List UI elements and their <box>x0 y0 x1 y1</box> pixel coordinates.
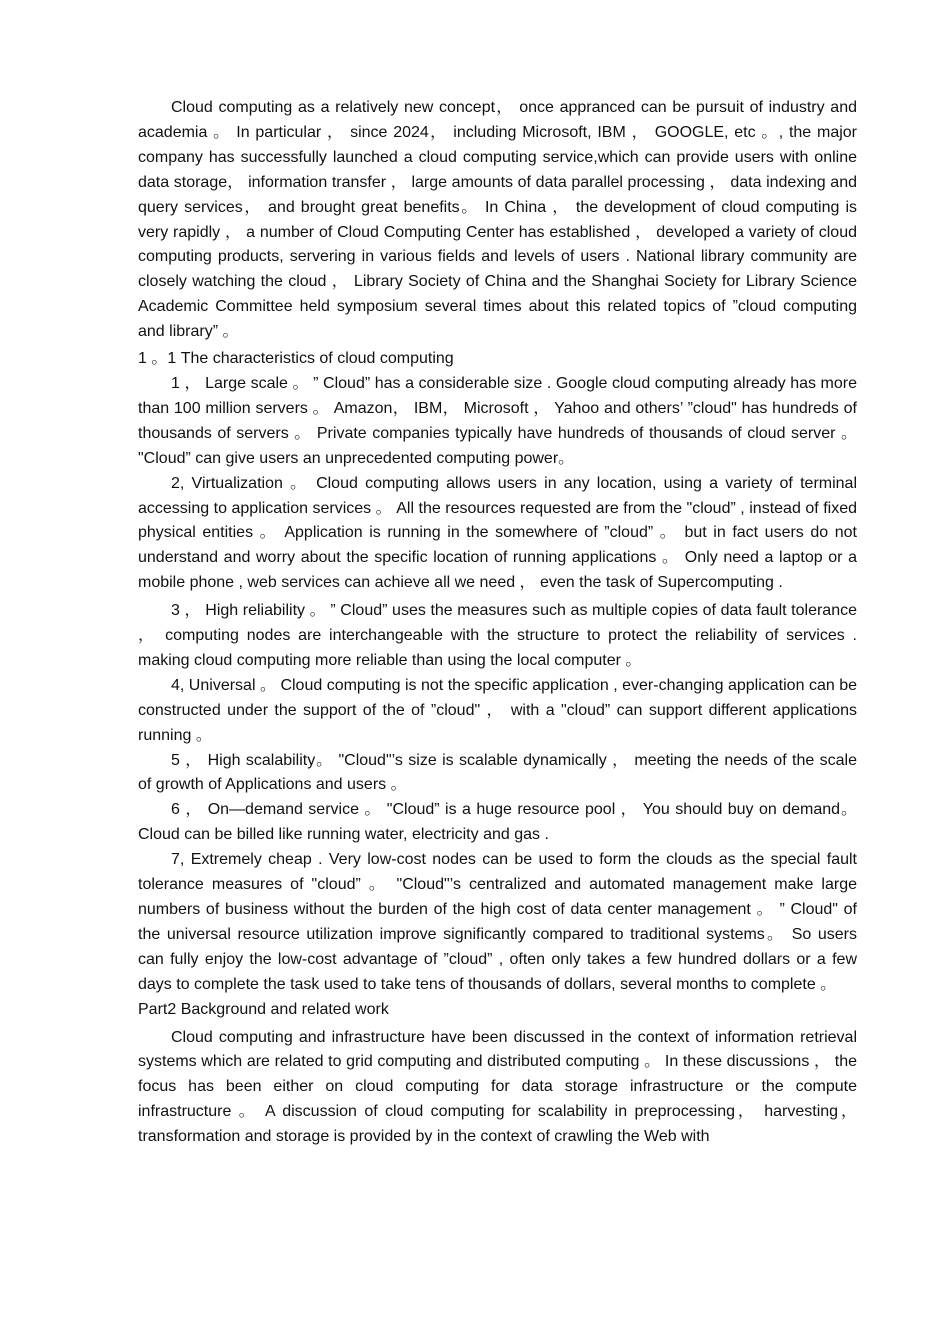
characteristic-high-reliability: 3 ， High reliability 。 ” Cloud” uses the measures such as multiple copies of data fault tolerance ， computing nodes are interchangeable with the structure to protect the reliability of services . making cloud computing more reliable than using the local computer 。 <box>138 602 857 669</box>
characteristic-large-scale: 1 ， Large scale 。 ” Cloud” has a considerable size . Google cloud computing already has more than 100 million servers 。 Amazon， IBM， Microsoft ， Yahoo and others’ ”cloud" has hundreds of thousands of servers 。 Private companies typically have hundreds of thousands of cloud server 。 "Cloud” can give users an unprecedented computing power。 <box>138 374 857 467</box>
section-heading-part2: Part2 Background and related work <box>138 1000 389 1018</box>
characteristic-universal: 4, Universal 。 Cloud computing is not the specific application , ever-changing application can be constructed under the support of the of ”cloud" ， with a "cloud” can support different applications running 。 <box>138 676 857 744</box>
part2-paragraph: Cloud computing and infrastructure have been discussed in the context of information retrieval systems which are related to grid computing and distributed computing 。 In these discussions ， the focus has been either on cloud computing for data storage infrastructure or the compute infrastructure 。 A discussion of cloud computing for scalability in preprocessing， harvesting， transformation and storage is provided by in the context of crawling the Web with <box>138 1028 857 1146</box>
document-page <box>138 96 857 1150</box>
intro-paragraph: Cloud computing as a relatively new concept， once appranced can be pursuit of industry and academia 。 In particular ， since 2024， including Microsoft, IBM ， GOOGLE, etc 。, the major company has successfully launched a cloud computing service,which can provide users with online data storage， information transfer ， large amounts of data parallel processing ， data indexing and query services， and brought great benefits。 In China ， the development of cloud computing is very rapidly ， a number of Cloud Computing Center has established ， developed a variety of cloud computing products, servering in various fields and levels of users . National library community are closely watching the cloud ， Library Society of China and the Shanghai Society for Library Science Academic Committee held symposium several times about this related topics of ”cloud computing and library” 。 <box>138 99 857 341</box>
section-heading-characteristics: 1 。1 The characteristics of cloud computing <box>138 350 454 368</box>
characteristic-high-scalability: 5 ， High scalability。 "Cloud"’s size is scalable dynamically ， meeting the needs of the scale of growth of Applications and users 。 <box>138 751 857 794</box>
characteristic-virtualization: 2, Virtualization 。 Cloud computing allows users in any location, using a variety of terminal accessing to application services 。 All the resources requested are from the "cloud” , instead of fixed physical entities 。 Application is running in the somewhere of ”cloud” 。 but in fact users do not understand and worry about the specific location of running applications 。 Only need a laptop or a mobile phone , web services can achieve all we need ， even the task of Supercomputing . <box>138 474 857 592</box>
characteristic-extremely-cheap: 7, Extremely cheap . Very low-cost nodes can be used to form the clouds as the special fault tolerance measures of "cloud” 。 "Cloud"’s centralized and automated management make large numbers of business without the burden of the high cost of data center management 。 ” Cloud" of the universal resource utilization improve significantly compared to traditional systems。 So users can fully enjoy the low-cost advantage of ”cloud” , often only takes a few hundred dollars or a few days to complete the task used to take tens of thousands of dollars, several months to complete 。 <box>138 851 858 993</box>
characteristic-on-demand-service: 6 ， On—demand service 。 "Cloud” is a huge resource pool ， You should buy on demand。 Cloud can be billed like running water, electricity and gas . <box>138 801 857 844</box>
